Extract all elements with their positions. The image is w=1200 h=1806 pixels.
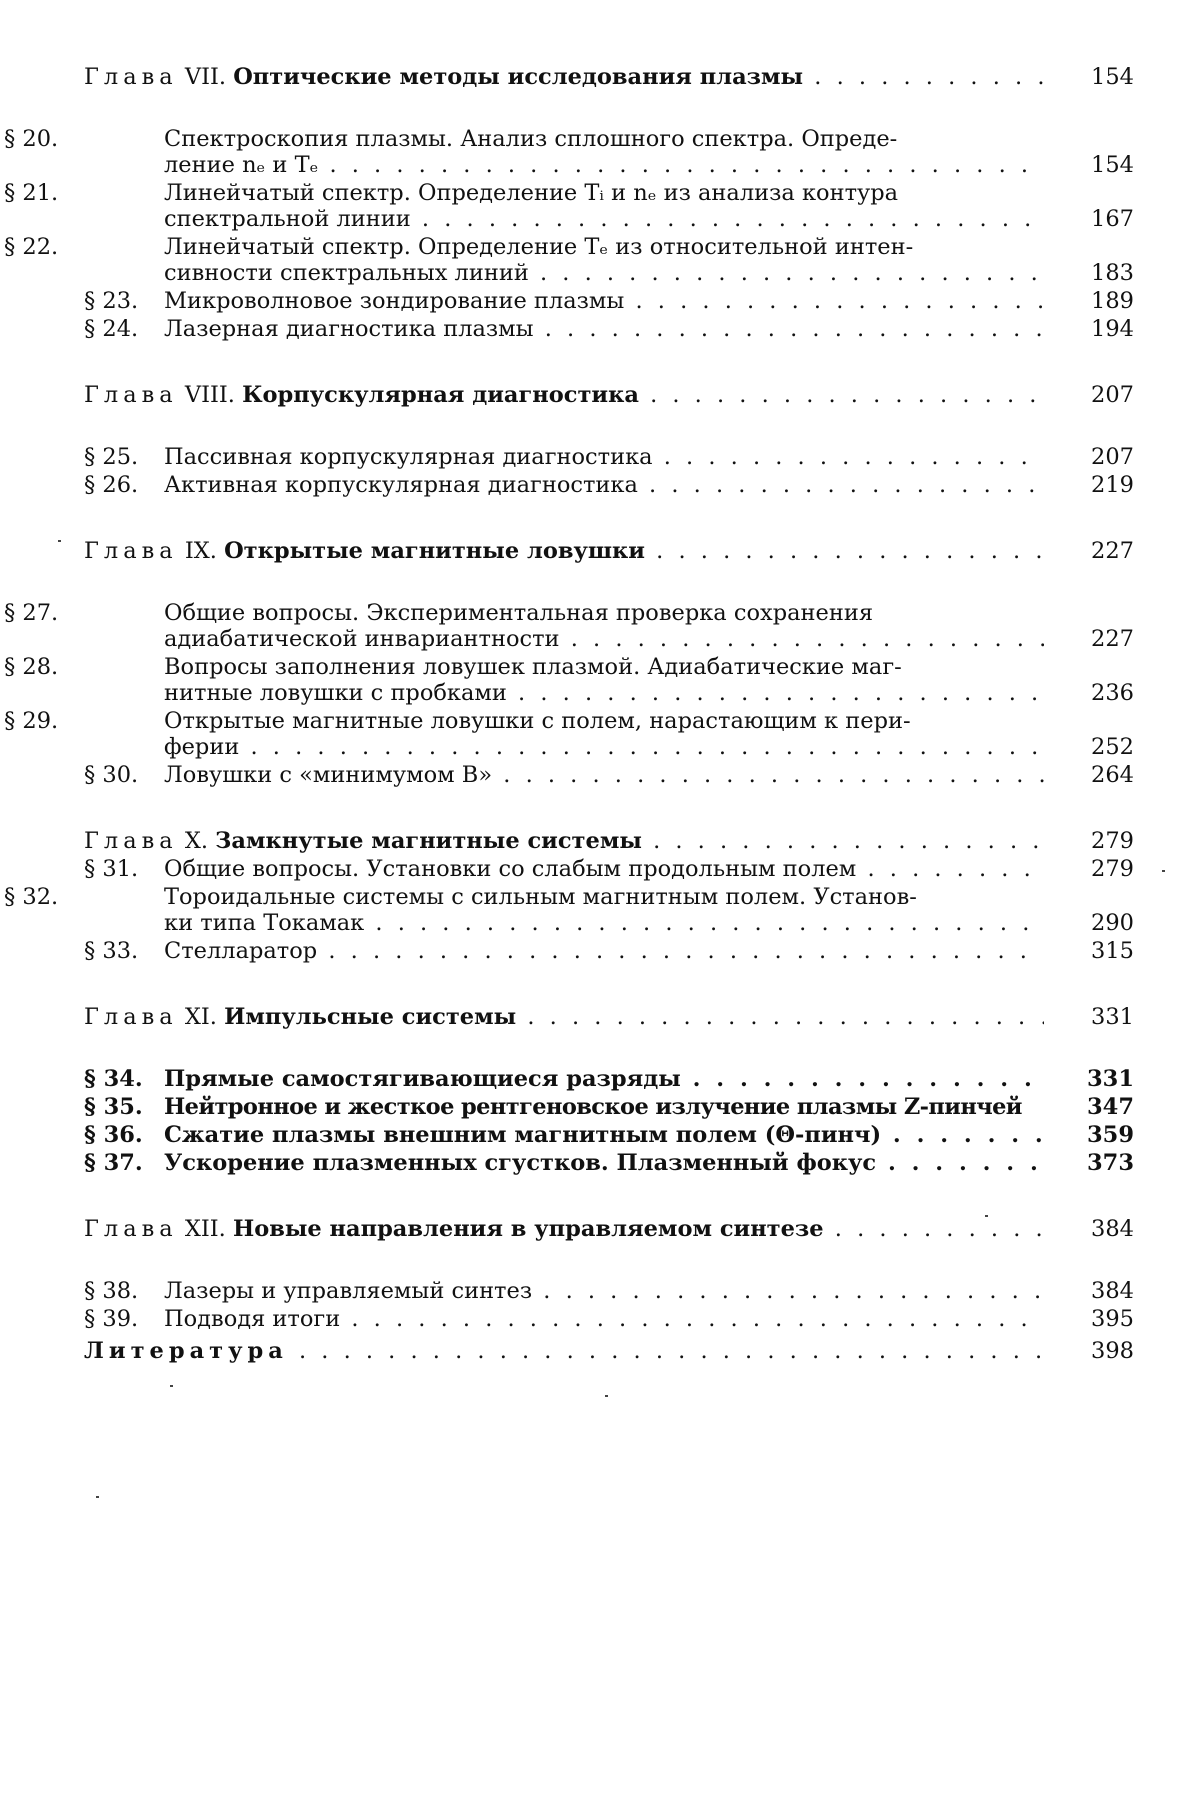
toc-chapter-entry	[84, 64, 1134, 90]
chapter-title: Импульсные системы	[224, 1004, 517, 1030]
toc-section-entry	[84, 1150, 1134, 1176]
section-title-continuation: спектральной линии	[164, 206, 411, 232]
section-number: § 38.	[84, 1278, 139, 1304]
section-title-line: Тороидальные системы с сильным магнитным полем. Установ-	[164, 884, 917, 910]
chapter-word: Глава	[84, 1004, 178, 1030]
page-number: 189	[1091, 288, 1134, 314]
toc-section-entry	[84, 1278, 1134, 1304]
toc-section-entry	[84, 444, 1134, 470]
section-title-line: Линейчатый спектр. Определение Tₑ из относительной интен-	[164, 234, 914, 260]
section-title: Лазерная диагностика плазмы	[164, 316, 534, 342]
page-number: 359	[1087, 1122, 1134, 1148]
page-number: 331	[1091, 1004, 1134, 1030]
page-number: 384	[1091, 1216, 1134, 1242]
section-number: § 31.	[84, 856, 139, 882]
toc-section-entry	[84, 472, 1134, 498]
chapter-number: VIII.	[184, 382, 235, 408]
page-number: 154	[1091, 152, 1134, 178]
chapter-word: Глава	[84, 828, 178, 854]
toc-section-entry	[4, 884, 1134, 936]
section-number: § 22.	[4, 234, 59, 260]
chapter-number: XII.	[184, 1216, 226, 1242]
section-title-continuation: адиабатической инвариантности	[164, 626, 560, 652]
page-number: 219	[1091, 472, 1134, 498]
page-number: 290	[1091, 910, 1134, 936]
page-number: 194	[1091, 316, 1134, 342]
toc-chapter-entry	[84, 1004, 1134, 1030]
section-title: Сжатие плазмы внешним магнитным полем (Θ-пинч)	[164, 1122, 882, 1148]
section-number: § 35.	[84, 1094, 143, 1120]
section-title: Прямые самостягивающиеся разряды	[164, 1066, 681, 1092]
toc-section-entry	[4, 600, 1134, 652]
toc-chapter-entry	[84, 382, 1134, 408]
page-number: 227	[1091, 538, 1134, 564]
toc-section-entry	[84, 1306, 1134, 1332]
toc-section-entry	[84, 1122, 1134, 1148]
literature-title: Литература	[84, 1338, 288, 1364]
section-number: § 23.	[84, 288, 139, 314]
toc-section-entry	[84, 288, 1134, 314]
page-number: 331	[1087, 1066, 1134, 1092]
page-number: 279	[1091, 828, 1134, 854]
page-number: 398	[1091, 1338, 1134, 1364]
section-number: § 20.	[4, 126, 59, 152]
section-title-continuation: ление nₑ и Tₑ	[164, 152, 319, 178]
section-number: § 39.	[84, 1306, 139, 1332]
page-number: 384	[1091, 1278, 1134, 1304]
section-number: § 28.	[4, 654, 59, 680]
page-number: 227	[1091, 626, 1134, 652]
toc-section-entry	[4, 708, 1134, 760]
section-number: § 29.	[4, 708, 59, 734]
chapter-word: Глава	[84, 64, 178, 90]
section-number: § 37.	[84, 1150, 143, 1176]
section-title: Стелларатор	[164, 938, 318, 964]
scan-speck	[605, 1395, 608, 1397]
page-number: 154	[1091, 64, 1134, 90]
scan-speck	[1162, 870, 1165, 872]
page-number: 279	[1091, 856, 1134, 882]
page-number: 347	[1087, 1094, 1134, 1120]
section-title: Подводя итоги	[164, 1306, 341, 1332]
toc-chapter-entry	[84, 1216, 1134, 1242]
toc-chapter-entry	[84, 828, 1134, 854]
toc-section-entry	[84, 762, 1134, 788]
section-title: Микроволновое зондирование плазмы	[164, 288, 625, 314]
section-number: § 33.	[84, 938, 139, 964]
page-number: 167	[1091, 206, 1134, 232]
toc-section-entry	[84, 938, 1134, 964]
section-title-continuation: сивности спектральных линий	[164, 260, 529, 286]
page-number: 207	[1091, 444, 1134, 470]
table-of-contents	[4, 64, 1134, 1364]
scan-speck	[58, 540, 61, 542]
toc-section-entry	[4, 234, 1134, 286]
page-number: 252	[1091, 734, 1134, 760]
toc-section-entry	[84, 316, 1134, 342]
section-title: Активная корпускулярная диагностика	[164, 472, 638, 498]
section-title: Нейтронное и жесткое рентгеновское излучение плазмы Z-пинчей	[164, 1094, 1022, 1120]
chapter-word: Глава	[84, 538, 178, 564]
scan-speck	[985, 1215, 988, 1217]
section-title: Лазеры и управляемый синтез	[164, 1278, 533, 1304]
section-number: § 21.	[4, 180, 59, 206]
page-number: 264	[1091, 762, 1134, 788]
chapter-title: Оптические методы исследования плазмы	[233, 64, 804, 90]
section-title-continuation: ферии	[164, 734, 240, 760]
page-number: 315	[1091, 938, 1134, 964]
section-number: § 25.	[84, 444, 139, 470]
toc-chapter-entry	[84, 538, 1134, 564]
chapter-title: Замкнутые магнитные системы	[215, 828, 642, 854]
scan-speck	[96, 1496, 99, 1498]
section-title-line: Открытые магнитные ловушки с полем, нарастающим к пери-	[164, 708, 911, 734]
section-title: Пассивная корпускулярная диагностика	[164, 444, 653, 470]
toc-section-entry	[84, 1094, 1134, 1120]
section-number: § 30.	[84, 762, 139, 788]
toc-section-entry	[4, 180, 1134, 232]
section-title-line: Линейчатый спектр. Определение Tᵢ и nₑ из анализа контура	[164, 180, 899, 206]
chapter-number: IX.	[184, 538, 217, 564]
section-title: Ускорение плазменных сгустков. Плазменный фокус	[164, 1150, 877, 1176]
toc-section-entry	[4, 654, 1134, 706]
chapter-word: Глава	[84, 1216, 178, 1242]
section-number: § 36.	[84, 1122, 143, 1148]
section-title-line: Вопросы заполнения ловушек плазмой. Адиабатические маг-	[164, 654, 902, 680]
chapter-number: XI.	[184, 1004, 217, 1030]
section-title: Ловушки с «минимумом B»	[164, 762, 493, 788]
chapter-word: Глава	[84, 382, 178, 408]
section-number: § 32.	[4, 884, 59, 910]
section-title-line: Общие вопросы. Экспериментальная проверка сохранения	[164, 600, 874, 626]
chapter-number: VII.	[184, 64, 227, 90]
page-number: 207	[1091, 382, 1134, 408]
chapter-title: Открытые магнитные ловушки	[224, 538, 645, 564]
page-number: 373	[1087, 1150, 1134, 1176]
section-title-continuation: нитные ловушки с пробками	[164, 680, 507, 706]
section-number: § 34.	[84, 1066, 143, 1092]
chapter-number: X.	[184, 828, 209, 854]
chapter-title: Корпускулярная диагностика	[242, 382, 639, 408]
toc-section-entry	[84, 856, 1134, 882]
toc-literature-entry	[84, 1338, 1134, 1364]
section-number: § 26.	[84, 472, 139, 498]
page-number: 183	[1091, 260, 1134, 286]
section-title-continuation: ки типа Токамак	[164, 910, 365, 936]
section-title-line: Спектроскопия плазмы. Анализ сплошного спектра. Опреде-	[164, 126, 898, 152]
toc-section-entry	[84, 1066, 1134, 1092]
scan-speck	[170, 1385, 173, 1387]
page-number: 395	[1091, 1306, 1134, 1332]
toc-section-entry	[4, 126, 1134, 178]
section-title: Общие вопросы. Установки со слабым продольным полем	[164, 856, 857, 882]
section-number: § 27.	[4, 600, 59, 626]
chapter-title: Новые направления в управляемом синтезе	[232, 1216, 824, 1242]
section-number: § 24.	[84, 316, 139, 342]
page-number: 236	[1091, 680, 1134, 706]
